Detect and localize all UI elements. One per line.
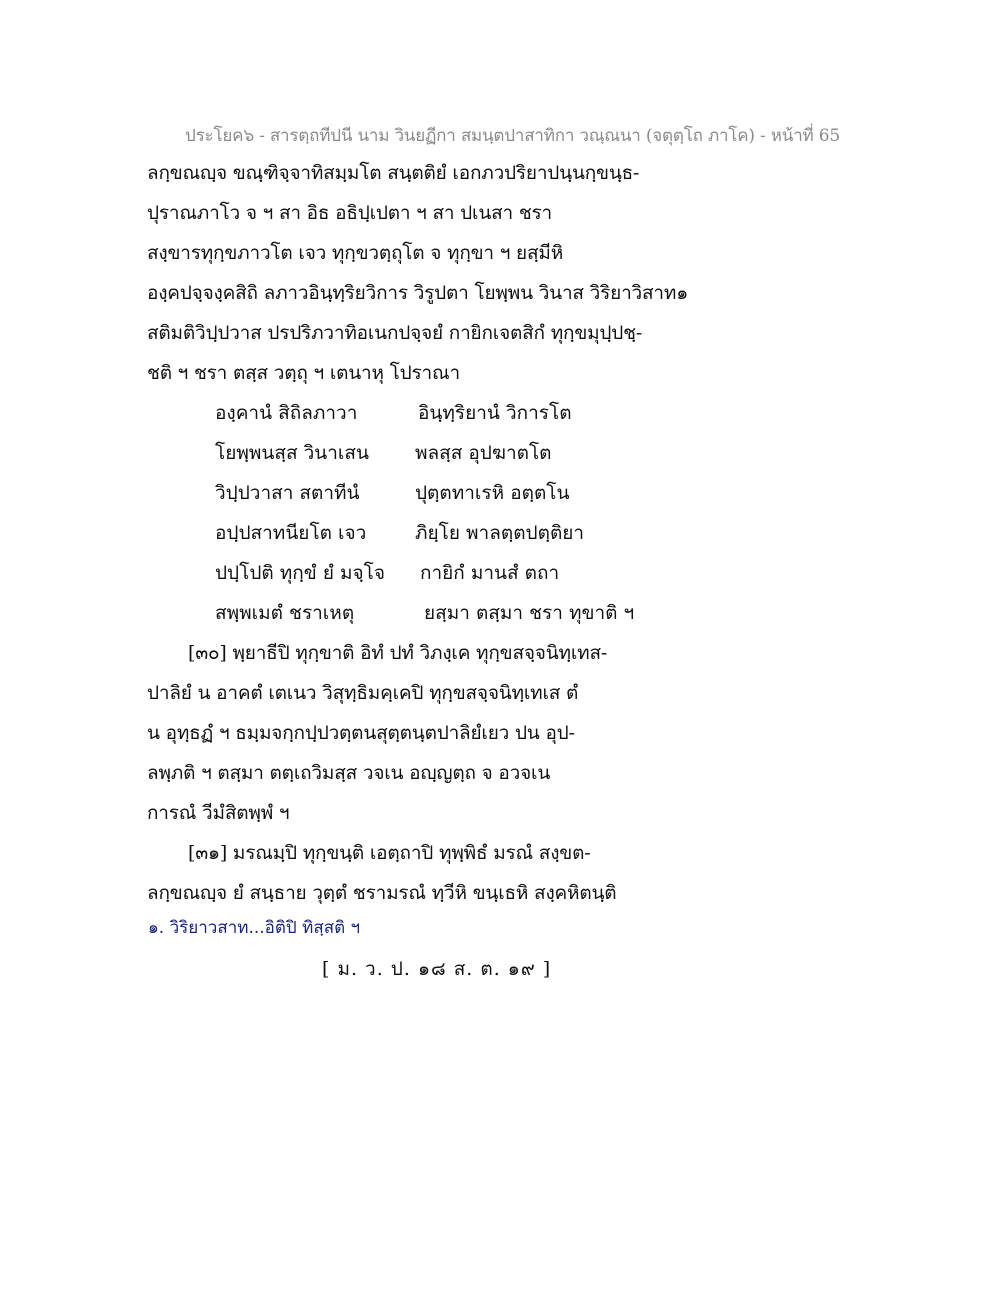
text-line: ลกฺขณญฺจ ขณฺฑิจฺจาทิสมฺมโต สนฺตติยํ เอกภวปริยาปนฺนกฺขนฺธ-	[147, 162, 640, 184]
verse-right: ปุตฺตทาเรหิ อตฺตโน	[415, 482, 570, 504]
text-line: ปาลิยํ น อาคตํ เตเนว วิสุทฺธิมคฺเคปิ ทุกฺขสจฺจนิทฺเทเส ตํ	[147, 682, 579, 704]
verse-right: ยสฺมา ตสฺมา ชรา ทุขาติ ฯ	[424, 602, 635, 624]
text-line: องฺคปจฺจงฺคสิถิ ลภาวอินฺทฺริยวิการ วิรูปตา โยพฺพน วินาส วิริยาวิสาท๑	[147, 282, 689, 304]
verse-left: องฺคานํ สิถิลภาวา	[215, 402, 358, 424]
verse-right: อินฺทฺริยานํ วิการโต	[418, 402, 572, 424]
text-line: ลพฺภติ ฯ ตสฺมา ตตฺเถวิมสฺส วจเน อญฺญตฺถ จ อวจเน	[147, 762, 551, 784]
verse-left: สพฺพเมตํ ชราเหตุ	[215, 602, 355, 624]
verse-left: วิปฺปวาสา สตาทีนํ	[215, 482, 360, 504]
text-line: [๓๑] มรณมฺปิ ทุกฺขนฺติ เอตฺถาปิ ทุพฺพิธํ มรณํ สงฺขต-	[188, 842, 591, 864]
page-reference-mark: [ ม. ว. ป. ๑๘ ส. ต. ๑๙ ]	[322, 958, 552, 980]
verse-right: กายิกํ มานสํ ตถา	[420, 562, 560, 584]
text-line: สติมติวิปฺปวาส ปรปริภวาทิอเนกปจฺจยํ กายิกเจตสิกํ ทุกฺขมุปฺปชฺ-	[147, 322, 643, 344]
text-line: ชติ ฯ ชรา ตสฺส วตฺถุ ฯ เตนาหุ โปราณา	[147, 362, 460, 384]
text-line: ปุราณภาโว จ ฯ สา อิธ อธิปฺเปตา ฯ สา ปเนสา ชรา	[147, 202, 553, 224]
verse-right: พลสฺส อุปฆาตโต	[415, 442, 552, 464]
text-line: [๓๐] พฺยาธีปิ ทุกฺขาติ อิทํ ปทํ วิภงฺเค ทุกฺขสจฺจนิทฺเทส-	[188, 642, 608, 664]
verse-left: โยพฺพนสฺส วินาเสน	[215, 442, 370, 464]
verse-left: อปฺปสาทนียโต เจว	[215, 522, 367, 544]
verse-left: ปปฺโปติ ทุกฺขํ ยํ มจฺโจ	[215, 562, 385, 584]
running-header: ประโยค๖ - สารตฺถทีปนี นาม วินยฏีกา สมนฺตปาสาทิกา วณฺณนา (จตุตฺโถ ภาโค) - หน้าที่ 65	[185, 126, 840, 146]
verse-right: ภิยฺโย พาลตฺตปตฺติยา	[415, 522, 585, 544]
text-line: ลกฺขณญฺจ ยํ สนฺธาย วุตฺตํ ชรามรณํ ทฺวีหิ ขนฺเธหิ สงฺคหิตนฺติ	[147, 882, 617, 904]
footnote: ๑. วิริยาวสาท...อิติปิ ทิสฺสติ ฯ	[148, 918, 361, 938]
text-line: น อุทฺธฏํ ฯ ธมฺมจกฺกปฺปวตฺตนสุตฺตนฺตปาลิยํเยว ปน อุป-	[147, 722, 575, 744]
text-line: สงฺขารทุกฺขภาวโต เจว ทุกฺขวตฺถุโต จ ทุกฺขา ฯ ยสฺมีหิ	[147, 242, 564, 264]
text-line: การณํ วีมํสิตพฺพํ ฯ	[147, 802, 290, 824]
